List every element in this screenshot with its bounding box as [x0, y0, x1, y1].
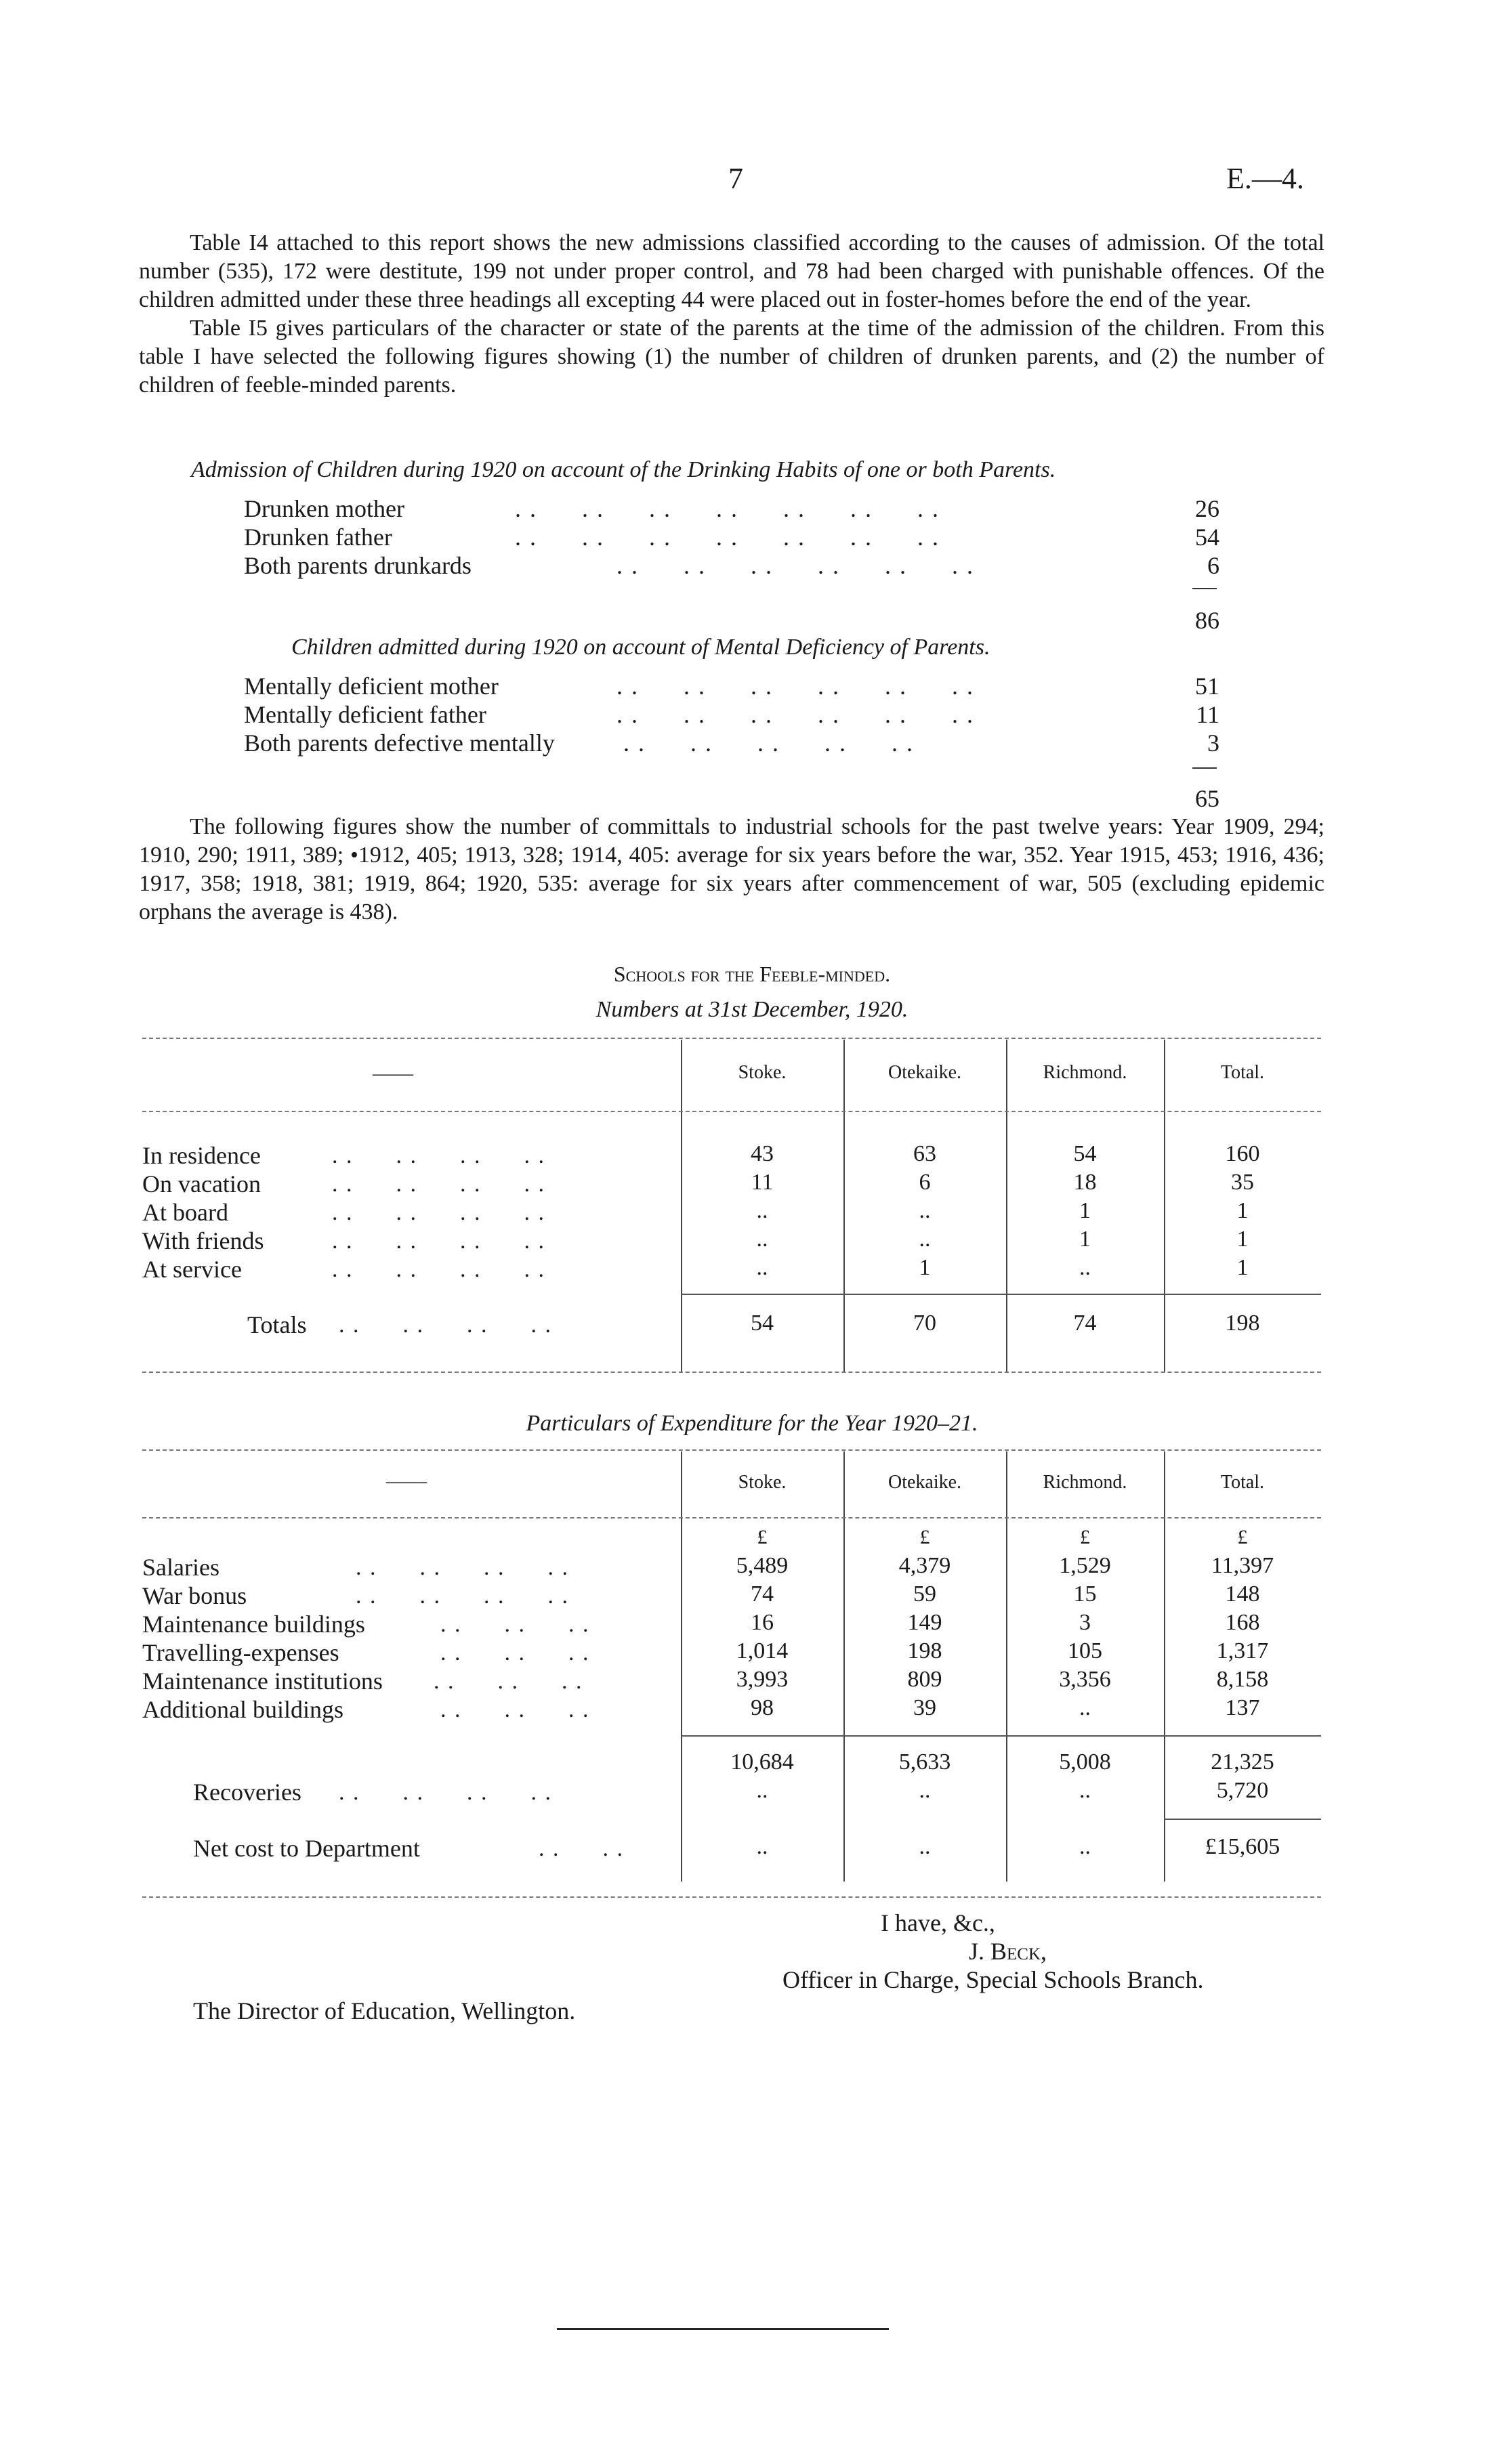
signatory-title: Officer in Charge, Special Schools Branch. — [782, 1966, 1204, 1993]
table-rule — [142, 1449, 1321, 1451]
list-item-value: 11 — [1196, 701, 1219, 728]
column-header: Total. — [1220, 1472, 1265, 1493]
table-cell: .. — [919, 1198, 931, 1223]
table-cell: 21,325 — [1211, 1749, 1274, 1775]
leader-dots: . . . . . . — [440, 1697, 590, 1722]
table-cell: 137 — [1225, 1695, 1260, 1720]
table-cell: 5,633 — [898, 1749, 951, 1775]
table-rule — [142, 1896, 1321, 1898]
table-cell: 74 — [1073, 1311, 1097, 1336]
schools-heading: Schools for the Feeble-minded. — [613, 962, 891, 986]
leader-dots: . . . . . . . . . . . . . . — [515, 495, 940, 522]
leader-dots: . . . . — [539, 1836, 624, 1861]
row-label: At board — [142, 1199, 228, 1226]
list-item — [244, 551, 1219, 580]
table-rule — [142, 1517, 1321, 1518]
table-cell: .. — [1079, 1834, 1091, 1859]
list-item-value: 51 — [1195, 673, 1219, 700]
table-cell: .. — [756, 1255, 768, 1280]
table-cell: 198 — [907, 1638, 942, 1663]
list-item-value: 6 — [1207, 552, 1219, 579]
row-label: War bonus — [142, 1582, 247, 1609]
table-cell: 4,379 — [898, 1553, 951, 1578]
table-cell: 168 — [1225, 1610, 1260, 1635]
intro-text — [139, 229, 1324, 400]
table-rule — [142, 1038, 1321, 1039]
leader-dots: . . . . . . — [440, 1640, 590, 1665]
table-cell: 15 — [1073, 1581, 1097, 1607]
mental-total: 65 — [1195, 785, 1219, 812]
table-cell: 5,489 — [736, 1553, 789, 1578]
table-rule — [142, 1111, 1321, 1112]
committals-text — [139, 813, 1324, 927]
currency-symbol: £ — [919, 1526, 930, 1548]
list-item-value: 54 — [1195, 524, 1219, 551]
closing-rule — [557, 2328, 889, 2330]
committals-paragraph: The following figures show the number of committals to industrial schools for the past twelve years: Year 1909, 294; 1910, 290; 1911, 389; •1912, 405; 1913, 328; 1914, 405: average for six years before the war, 352. Year 1915, 453; 1916, 436; 1917, 358; 1918, 381; 1919, 864; 1920, 535: average for six years after commencement of war, 505 (excluding epidemic orphans the average is 438). — [139, 814, 1324, 925]
table-cell: 11,397 — [1211, 1553, 1274, 1578]
list-item-label: Both parents drunkards — [244, 552, 472, 579]
table-cell: 59 — [913, 1581, 936, 1607]
drink-list — [244, 494, 1219, 580]
table-cell: .. — [756, 1227, 768, 1252]
table-cell: 160 — [1225, 1141, 1260, 1166]
table-cell: 5,008 — [1059, 1749, 1111, 1775]
list-item — [244, 672, 1219, 700]
table-cell: 1 — [1236, 1198, 1249, 1223]
column-header: Otekaike. — [887, 1062, 962, 1083]
table-cell: 35 — [1231, 1170, 1254, 1195]
column-header: Richmond. — [1043, 1062, 1127, 1083]
leader-dots: . . . . . . . . — [339, 1313, 552, 1338]
row-label: In residence — [142, 1142, 261, 1169]
table-cell: .. — [756, 1834, 768, 1859]
row-label: At service — [142, 1256, 242, 1283]
list-item-value: 26 — [1195, 495, 1219, 522]
table-cell: 1,529 — [1059, 1553, 1111, 1578]
table-cell: 5,720 — [1216, 1778, 1269, 1803]
intro-paragraph-1: Table I4 attached to this report shows the new admissions classified according to the causes of admission. Of the total number (535), 172 were destitute, 199 not under proper control, and 78 had been charged with punishable offences. Of the children admitted under these three headings all excepting 44 were placed out in foster-homes before the end of the year. — [139, 230, 1324, 312]
leader-dots: . . . . . . . . — [356, 1584, 569, 1609]
table-cell: 198 — [1225, 1311, 1260, 1336]
leader-dots: . . . . . . . . . . . . . . — [515, 524, 940, 551]
schools-caption: Numbers at 31st December, 1920. — [596, 997, 908, 1022]
addressee: The Director of Education, Wellington. — [193, 1997, 576, 2024]
list-item — [244, 700, 1219, 729]
sum-rule — [1192, 767, 1217, 769]
table-cell: 3,993 — [736, 1667, 789, 1692]
row-label: Salaries — [142, 1554, 220, 1581]
list-item-label: Drunken mother — [244, 495, 404, 522]
table-cell: 43 — [751, 1141, 774, 1166]
document-code: E.—4. — [1226, 162, 1304, 195]
leader-dots: . . . . . . . . . . — [623, 729, 914, 757]
leader-dots: . . . . . . — [434, 1669, 583, 1694]
table-cell: 1 — [919, 1255, 931, 1280]
table-cell: .. — [756, 1778, 768, 1803]
mental-caption: Children admitted during 1920 on account of Mental Deficiency of Parents. — [291, 635, 990, 660]
table-cell: 1 — [1079, 1227, 1091, 1252]
row-label: Totals — [247, 1311, 307, 1338]
leader-dots: . . . . . . . . . . . . — [617, 552, 974, 579]
table-cell: 1 — [1236, 1227, 1249, 1252]
table-cell: 149 — [907, 1610, 942, 1635]
table-cell: 74 — [751, 1581, 774, 1607]
column-header: Stoke. — [738, 1472, 787, 1493]
table-cell: 148 — [1225, 1581, 1260, 1607]
list-item — [244, 729, 1219, 757]
table-cell: 6 — [919, 1170, 931, 1195]
row-label: With friends — [142, 1227, 264, 1254]
table-cell: 63 — [913, 1141, 936, 1166]
column-header: Richmond. — [1043, 1472, 1127, 1493]
table-rule — [681, 1735, 1321, 1737]
table-cell: 1,317 — [1216, 1638, 1269, 1663]
expenditure-caption: Particulars of Expenditure for the Year 1920–21. — [526, 1411, 978, 1436]
table-cell: 18 — [1073, 1170, 1097, 1195]
table-cell: 39 — [913, 1695, 936, 1720]
column-header: Stoke. — [738, 1062, 787, 1083]
row-label: Maintenance institutions — [142, 1668, 383, 1695]
list-item-label: Mentally deficient father — [244, 701, 486, 728]
leader-dots: . . . . . . . . — [356, 1555, 569, 1580]
row-label: Travelling-expenses — [142, 1639, 339, 1666]
table-cell: .. — [1079, 1778, 1091, 1803]
table-rule — [681, 1294, 1321, 1295]
table-cell: 1 — [1236, 1255, 1249, 1280]
row-label: Recoveries — [193, 1779, 301, 1806]
leader-dots: . . . . . . . . — [332, 1143, 545, 1168]
table-rule — [1164, 1819, 1321, 1820]
row-label: On vacation — [142, 1170, 261, 1197]
table-cell: 3,356 — [1059, 1667, 1111, 1692]
leader-dots: . . . . . . . . — [332, 1229, 545, 1254]
table-cell: 1,014 — [736, 1638, 789, 1663]
list-item-label: Drunken father — [244, 524, 392, 551]
table-cell: .. — [919, 1834, 931, 1859]
signatory-name: J. Beck, — [969, 1938, 1047, 1965]
closing-line: I have, &c., — [881, 1909, 995, 1936]
table-cell: 8,158 — [1216, 1667, 1269, 1692]
leader-dots: . . . . . . . . — [339, 1780, 552, 1805]
table-cell: .. — [1079, 1255, 1091, 1280]
table-cell: 11 — [751, 1170, 774, 1195]
table-cell: 10,684 — [730, 1749, 794, 1775]
currency-symbol: £ — [1237, 1526, 1248, 1548]
page-number: 7 — [728, 162, 743, 195]
list-item — [244, 494, 1219, 523]
sum-rule — [1192, 588, 1217, 589]
currency-symbol: £ — [1080, 1526, 1090, 1548]
leader-dots: . . . . . . . . . . . . — [617, 673, 974, 700]
table-cell: 1 — [1079, 1198, 1091, 1223]
table-cell: 98 — [751, 1695, 774, 1720]
list-item — [244, 523, 1219, 551]
leader-dots: . . . . . . . . . . . . — [617, 701, 974, 728]
table-cell: .. — [1079, 1695, 1091, 1720]
table-cell: .. — [756, 1198, 768, 1223]
intro-paragraph-2: Table I5 gives particulars of the character or state of the parents at the time of the admission of the children. From this table I have selected the following figures showing (1) the number of children of drunken parents, and (2) the number of children of feeble-minded parents. — [139, 316, 1324, 398]
table-cell: .. — [919, 1227, 931, 1252]
row-label: Additional buildings — [142, 1696, 343, 1723]
table-cell: 54 — [751, 1311, 774, 1336]
drink-total: 86 — [1195, 607, 1219, 634]
table-rule — [142, 1372, 1321, 1373]
table-cell: 809 — [907, 1667, 942, 1692]
leader-dots: . . . . . . . . — [332, 1172, 545, 1197]
row-label: Net cost to Department — [193, 1835, 420, 1862]
table-cell: .. — [919, 1778, 931, 1803]
currency-symbol: £ — [757, 1526, 768, 1548]
column-header: Otekaike. — [887, 1472, 962, 1493]
list-item-label: Mentally deficient mother — [244, 673, 499, 700]
drink-caption: Admission of Children during 1920 on account of the Drinking Habits of one or both Parents. — [191, 457, 1056, 482]
corner-dash: —— — [386, 1470, 427, 1492]
table-cell: 16 — [751, 1610, 774, 1635]
table-cell: 70 — [913, 1311, 936, 1336]
row-label: Maintenance buildings — [142, 1611, 365, 1638]
table-cell: 105 — [1068, 1638, 1102, 1663]
table-cell: 54 — [1073, 1141, 1097, 1166]
leader-dots: . . . . . . . . — [332, 1257, 545, 1282]
table-cell: £15,605 — [1205, 1834, 1280, 1859]
list-item-label: Both parents defective mentally — [244, 729, 555, 757]
column-header: Total. — [1220, 1062, 1265, 1083]
list-item-value: 3 — [1207, 729, 1219, 757]
table-cell: 3 — [1079, 1610, 1091, 1635]
leader-dots: . . . . . . . . — [332, 1200, 545, 1225]
leader-dots: . . . . . . — [440, 1612, 590, 1637]
mental-list — [244, 672, 1219, 757]
corner-dash: —— — [373, 1062, 413, 1084]
